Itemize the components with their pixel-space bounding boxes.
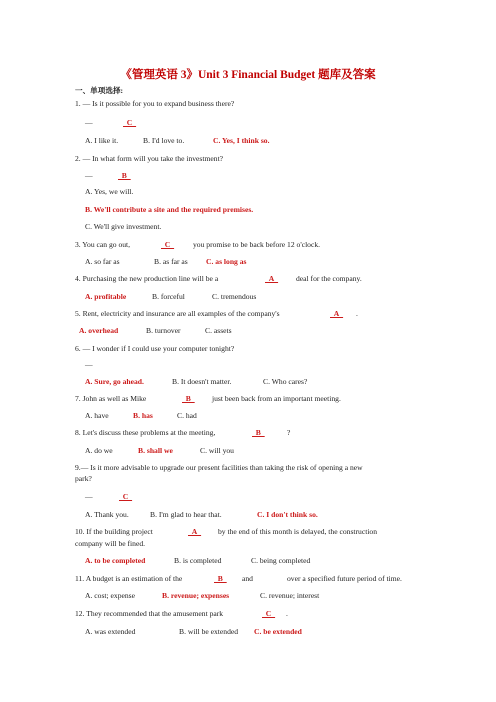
- q4-stem-post: deal for the company.: [296, 274, 362, 283]
- q7-option-a: A. have: [85, 411, 109, 420]
- q8-option-b: B. shall we: [138, 446, 173, 455]
- q7-option-b: B. has: [133, 411, 153, 420]
- q5-stem-post: .: [356, 309, 358, 318]
- q11-stem-post: over a specified future period of time.: [287, 574, 402, 583]
- q11-stem-pre: 11. A budget is an estimation of the: [75, 574, 183, 583]
- q12-stem-pre: 12. They recommended that the amusement park: [75, 609, 224, 618]
- q9-stem-line1: 9.— Is it more advisable to upgrade our present facilities than taking the risk of opening a new: [75, 463, 363, 472]
- q1-option-b: B. I'd love to.: [143, 136, 185, 145]
- q12-option-b: B. will be extended: [179, 627, 239, 636]
- q3-answer: C: [161, 240, 175, 249]
- q12-answer: C: [262, 609, 276, 618]
- q10-answer: A: [188, 527, 202, 536]
- q8-option-a: A. do we: [85, 446, 113, 455]
- q5-answer: A: [330, 309, 344, 318]
- q11-option-a: A. cost; expense: [85, 591, 135, 600]
- q9-answer: C: [119, 492, 133, 501]
- q6-option-a: A. Sure, go ahead.: [85, 377, 144, 386]
- q8-stem-post: ?: [287, 428, 291, 437]
- q2-answer: B: [118, 171, 131, 180]
- q11-answer: B: [214, 574, 227, 583]
- q7-answer: B: [182, 394, 195, 403]
- q12-option-c: C. be extended: [254, 627, 302, 636]
- q11-stem-mid: and: [242, 574, 253, 583]
- q4-option-b: B. forceful: [152, 292, 185, 301]
- q1-dash: —: [85, 118, 93, 127]
- q10-stem-pre: 10. If the building project: [75, 527, 153, 536]
- q2-stem: 2. — In what form will you take the investment?: [75, 154, 224, 163]
- q2-option-b: B. We'll contribute a site and the required premises.: [85, 205, 254, 214]
- q2-option-a: A. Yes, we will.: [85, 187, 134, 196]
- q1-option-c: C. Yes, I think so.: [213, 136, 270, 145]
- q4-stem-pre: 4. Purchasing the new production line will be a: [75, 274, 219, 283]
- q6-option-b: B. It doesn't matter.: [172, 377, 232, 386]
- q2-dash: —: [85, 171, 93, 180]
- document-title: 《管理英语 3》Unit 3 Financial Budget 题库及答案: [120, 69, 376, 81]
- q7-stem-pre: 7. John as well as Mike: [75, 394, 147, 403]
- q3-stem-post: you promise to be back before 12 o'clock.: [193, 240, 321, 249]
- q10-stem-line2: company will be fined.: [75, 539, 146, 548]
- q4-answer: A: [265, 274, 279, 283]
- q6-stem: 6. — I wonder if I could use your computer tonight?: [75, 344, 235, 353]
- q3-option-b: B. as far as: [154, 257, 188, 266]
- q10-option-a: A. to be completed: [85, 556, 146, 565]
- q11-option-c: C. revenue; interest: [260, 591, 320, 600]
- q5-option-c: C. assets: [205, 326, 232, 335]
- q10-option-c: C. being completed: [251, 556, 311, 565]
- q12-option-a: A. was extended: [85, 627, 136, 636]
- q1-answer: C: [123, 118, 137, 127]
- q8-option-c: C. will you: [200, 446, 234, 455]
- q5-option-a: A. overhead: [79, 326, 119, 335]
- q8-answer: B: [252, 428, 265, 437]
- q3-option-a: A. so far as: [85, 257, 120, 266]
- q7-option-c: C. had: [177, 411, 197, 420]
- section-heading: 一、单项选择:: [75, 86, 124, 95]
- q2-option-c: C. We'll give investment.: [85, 222, 162, 231]
- q3-stem-pre: 3. You can go out,: [75, 240, 131, 249]
- q6-option-c: C. Who cares?: [263, 377, 308, 386]
- q6-dash: —: [85, 360, 93, 369]
- q9-stem-line2: park?: [75, 474, 92, 483]
- q11-option-b: B. revenue; expenses: [162, 591, 230, 600]
- q5-stem-pre: 5. Rent, electricity and insurance are all examples of the company's: [75, 309, 280, 318]
- q9-option-c: C. I don't think so.: [257, 510, 318, 519]
- q12-stem-post: .: [286, 609, 288, 618]
- q10-stem-post: by the end of this month is delayed, the construction: [218, 527, 378, 536]
- q7-stem-post: just been back from an important meeting.: [212, 394, 341, 403]
- q8-stem-pre: 8. Let's discuss these problems at the meeting,: [75, 428, 216, 437]
- q4-option-c: C. tremendous: [212, 292, 257, 301]
- q9-option-b: B. I'm glad to hear that.: [150, 510, 222, 519]
- q1-option-a: A. I like it.: [85, 136, 119, 145]
- q10-option-b: B. is completed: [174, 556, 222, 565]
- q9-option-a: A. Thank you.: [85, 510, 129, 519]
- q5-option-b: B. turnover: [146, 326, 181, 335]
- q4-option-a: A. profitable: [85, 292, 127, 301]
- q9-dash: —: [85, 492, 93, 501]
- q1-stem: 1. — Is it possible for you to expand business there?: [75, 99, 235, 108]
- q3-option-c: C. as long as: [206, 257, 247, 266]
